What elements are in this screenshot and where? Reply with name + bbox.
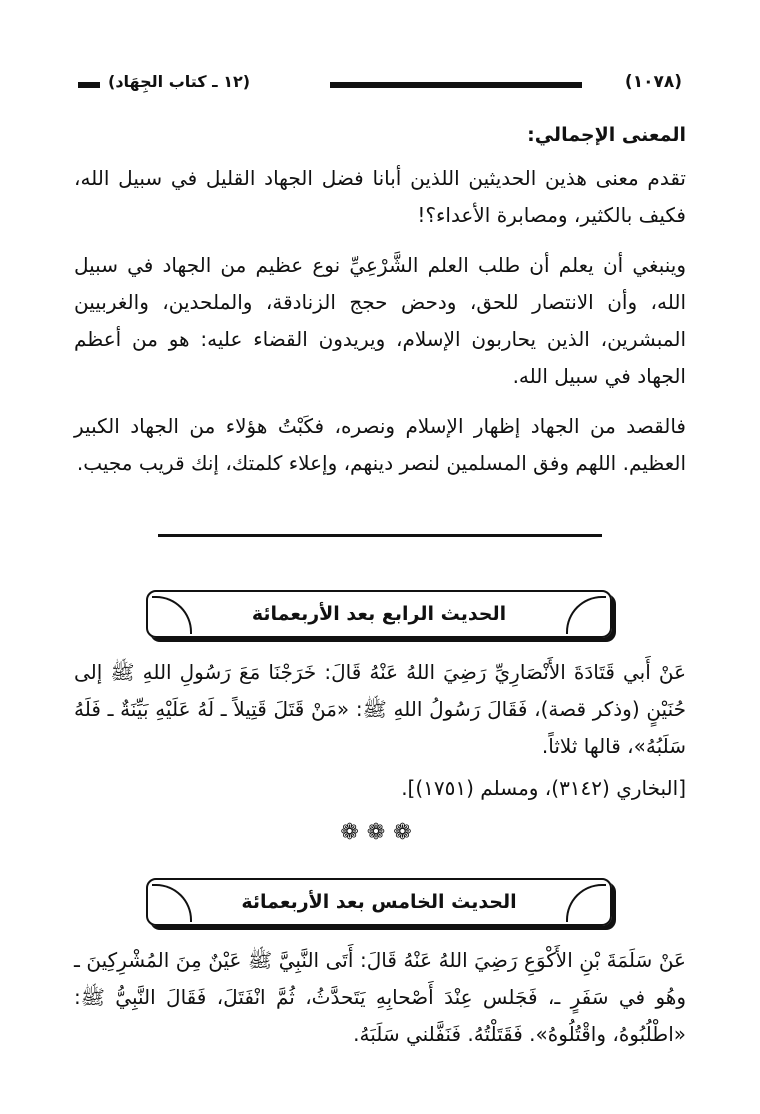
hadith-404-reference: [البخاري (٣١٤٢)، ومسلم (١٧٥١)]. <box>401 776 686 800</box>
hadith-404-body <box>74 654 686 765</box>
hadith-404-title: الحديث الرابع بعد الأربعمائة <box>251 603 507 625</box>
chapter-title: (١٢ ـ كتاب الجِهَاد) <box>108 72 251 91</box>
corner-ornament-icon <box>566 884 606 922</box>
header-bar-end <box>78 82 100 88</box>
page-number: (١٠٧٨) <box>624 72 682 92</box>
hadith-405-body <box>74 942 686 1053</box>
corner-ornament-icon <box>152 884 192 922</box>
paragraph-text: تقدم معنى هذين الحديثين اللذين أبانا فضل الجهاد القليل في سبيل الله، فكيف بالكثير، ومصابرة الأعداء؟! <box>74 166 686 227</box>
hadith-405-text: عَنْ سَلَمَةَ بْنِ الأَكْوَعِ رَضِيَ اللهُ عَنْهُ قَالَ: أَتَى النَّبِيَّ ﷺ عَيْنٌ مِنَ المُشْرِكِينَ ـ وهُو في سَفَرٍ ـ، فَجَلس عِنْدَ أَصْحابِهِ يَتَحدَّثُ، ثُمَّ انْفَتَلَ، فَقَالَ النَّبِيُّ ﷺ: «اطْلُبُوهُ، واقْتُلُوهُ». فَقَتَلْتُهُ. فَنَفَّلني سَلَبَهُ. <box>74 948 686 1046</box>
flower-separator-icon: ❁❁❁ <box>340 820 420 845</box>
paragraph-2 <box>74 247 686 395</box>
hadith-405-title-box <box>146 878 612 926</box>
corner-ornament-icon <box>566 596 606 634</box>
paragraph-3 <box>74 408 686 482</box>
hadith-404-title-box <box>146 590 612 638</box>
section-heading: المعنى الإجمالي: <box>527 124 686 146</box>
section-divider <box>158 534 602 537</box>
paragraph-text: فالقصد من الجهاد إظهار الإسلام ونصره، فكَبْتُ هؤلاء من الجهاد الكبير العظيم. اللهم وفق المسلمين لنصر دينهم، وإعلاء كلمتك، إنك قريب مجيب. <box>74 414 686 475</box>
corner-ornament-icon <box>152 596 192 634</box>
running-header <box>78 72 682 98</box>
paragraph-1 <box>74 160 686 234</box>
header-bar <box>330 82 582 88</box>
hadith-404-text: عَنْ أَبي قَتَادَةَ الأَنْصَارِيِّ رَضِيَ اللهُ عَنْهُ قَالَ: خَرَجْنَا مَعَ رَسُولِ اللهِ ﷺ إلى حُنَيْنٍ (وذكر قصة)، فَقَالَ رَسُولُ اللهِ ﷺ: «مَنْ قَتَلَ قَتِيلاً ـ لَهُ عَلَيْهِ بَيِّنَةٌ ـ فَلَهُ سَلَبُهُ»، قالها ثلاثاً. <box>74 660 686 758</box>
paragraph-text: وينبغي أن يعلم أن طلب العلم الشَّرْعِيِّ نوع عظيم من الجهاد في سبيل الله، وأن الانتصار للحق، ودحض حجج الزنادقة، والملحدين، والغربيين المبشرين، الذين يحاربون الإسلام، ويريدون القضاء عليه: هو من أعظم الجهاد في سبيل الله. <box>74 253 686 388</box>
hadith-405-title: الحديث الخامس بعد الأربعمائة <box>241 891 517 913</box>
